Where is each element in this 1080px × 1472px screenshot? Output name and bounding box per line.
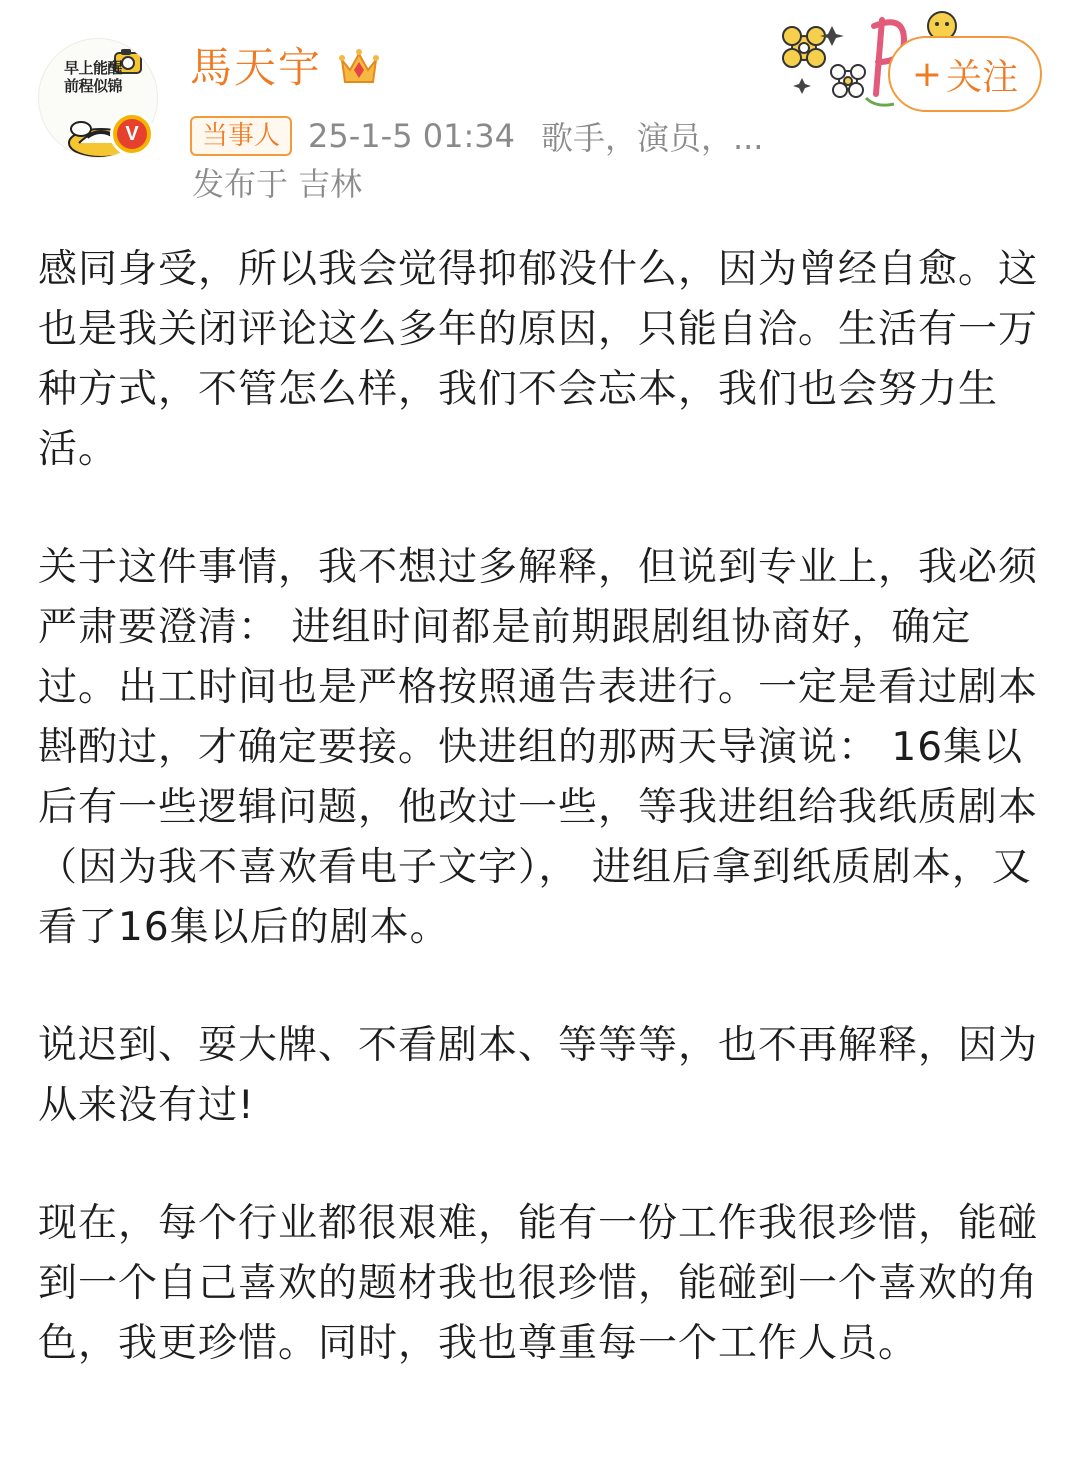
avatar-caption-line-1: 早上能醒 (63, 59, 122, 77)
username[interactable]: 馬天宇 (190, 43, 323, 92)
post-paragraph: 说迟到、耍大牌、不看剧本、等等等，也不再解释，因为从来没有过! (38, 1023, 1039, 1128)
post-body (38, 240, 1042, 1432)
role-badge: 当事人 (190, 116, 292, 156)
post-meta (190, 114, 763, 158)
verified-mark: V (117, 119, 147, 149)
author-tags: 歌手，演员，... (540, 119, 764, 157)
verified-badge-icon (110, 112, 154, 156)
post-paragraph: 现在，每个行业都很艰难，能有一份工作我很珍惜，能碰到一个自己喜欢的题材我也很珍惜，能碰到一个喜欢的角色，我更珍惜。同时，我也尊重每一个工作人员。 (38, 1201, 1039, 1366)
crown-icon (336, 44, 382, 90)
post-location: 发布于 吉林 (192, 165, 363, 203)
avatar-caption (51, 59, 135, 95)
post-timestamp: 25-1-5 01:34 (308, 117, 515, 155)
plus-icon: + (911, 53, 943, 95)
follow-button[interactable] (888, 36, 1042, 112)
follow-label: 关注 (946, 56, 1019, 98)
post-paragraph: 感同身受，所以我会觉得抑郁没什么，因为曾经自愈。这也是我关闭评论这么多年的原因，只能自洽。生活有一万种方式，不管怎么样，我们不会忘本，我们也会努力生活。 (38, 247, 1039, 472)
avatar-caption-line-2: 前程似锦 (63, 77, 122, 95)
post-paragraph: 关于这件事情，我不想过多解释，但说到专业上，我必须严肃要澄清： 进组时间都是前期跟剧组协商好，确定过。出工时间也是严格按照通告表进行。一定是看过剧本斟酌过，才确定要接。快进组的那两天导演说： 16集以后有一些逻辑问题，他改过一些，等我进组给我纸质剧本（因为我不喜欢看电子文字）， 进组后拿到纸质剧本，又看了16集以后的剧本。 (38, 545, 1039, 950)
post-header (0, 0, 1080, 220)
